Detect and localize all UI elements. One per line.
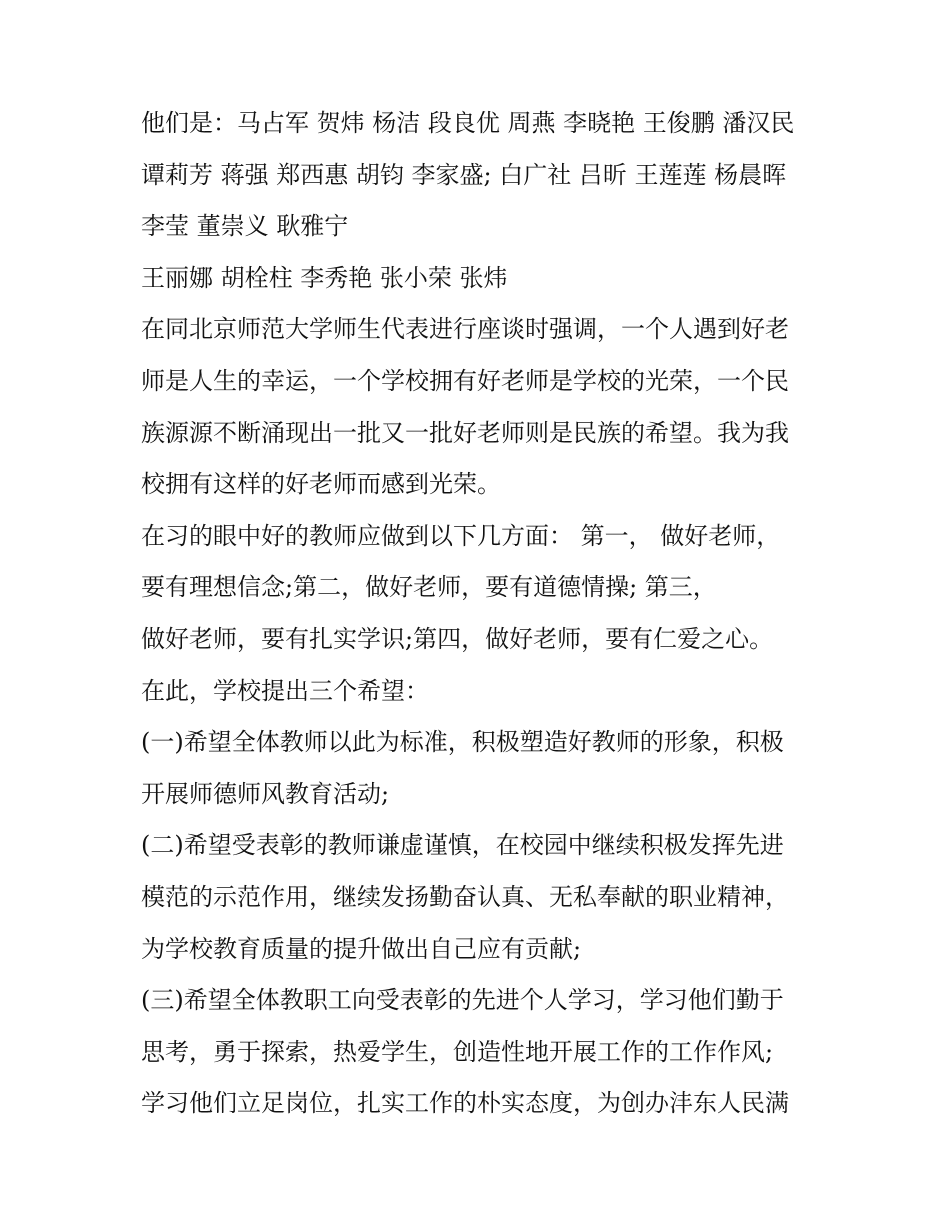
text-line: 为学校教育质量的提升做出自己应有贡献; — [141, 934, 582, 963]
text-line: 学习他们立足岗位，扎实工作的朴实态度，为创办沣东人民满 — [141, 1089, 789, 1118]
text-line: 思考，勇于探索，热爱学生，创造性地开展工作的工作作风; — [141, 1037, 774, 1066]
text-line: 在同北京师范大学师生代表进行座谈时强调，一个人遇到好老 — [141, 315, 789, 344]
text-line: 模范的示范作用，继续发扬勤奋认真、无私奉献的职业精神， — [141, 882, 789, 911]
text-line: (三)希望全体教职工向受表彰的先进个人学习，学习他们勤于 — [141, 986, 784, 1015]
text-line: 师是人生的幸运，一个学校拥有好老师是学校的光荣，一个民 — [141, 366, 789, 395]
text-line: 李莹 董崇义 耿雅宁 — [141, 212, 349, 241]
text-line: (一)希望全体教师以此为标准，积极塑造好教师的形象，积极 — [141, 728, 784, 757]
text-line: 开展师德师风教育活动; — [141, 779, 390, 808]
text-line: (二)希望受表彰的教师谦虚谨慎，在校园中继续积极发挥先进 — [141, 831, 784, 860]
document-body — [141, 110, 821, 1142]
text-line: 要有理想信念;第二，做好老师，要有道德情操; 第三， — [141, 573, 717, 602]
text-line: 在此，学校提出三个希望： — [141, 676, 429, 705]
text-line: 做好老师，要有扎实学识;第四，做好老师，要有仁爱之心。 — [141, 624, 774, 653]
text-line: 王丽娜 胡栓柱 李秀艳 张小荣 张炜 — [141, 263, 508, 292]
text-line: 校拥有这样的好老师而感到光荣。 — [141, 470, 501, 499]
text-line: 族源源不断涌现出一批又一批好老师则是民族的希望。我为我 — [141, 418, 789, 447]
text-line: 谭莉芳 蒋强 郑西惠 胡钧 李家盛; 白广社 吕昕 王莲莲 杨晨晖 — [141, 160, 787, 189]
text-line: 他们是：马占军 贺炜 杨洁 段良优 周燕 李晓艳 王俊鹏 潘汉民 — [141, 109, 795, 137]
text-line: 在习的眼中好的教师应做到以下几方面： 第一， 做好老师， — [141, 521, 781, 550]
